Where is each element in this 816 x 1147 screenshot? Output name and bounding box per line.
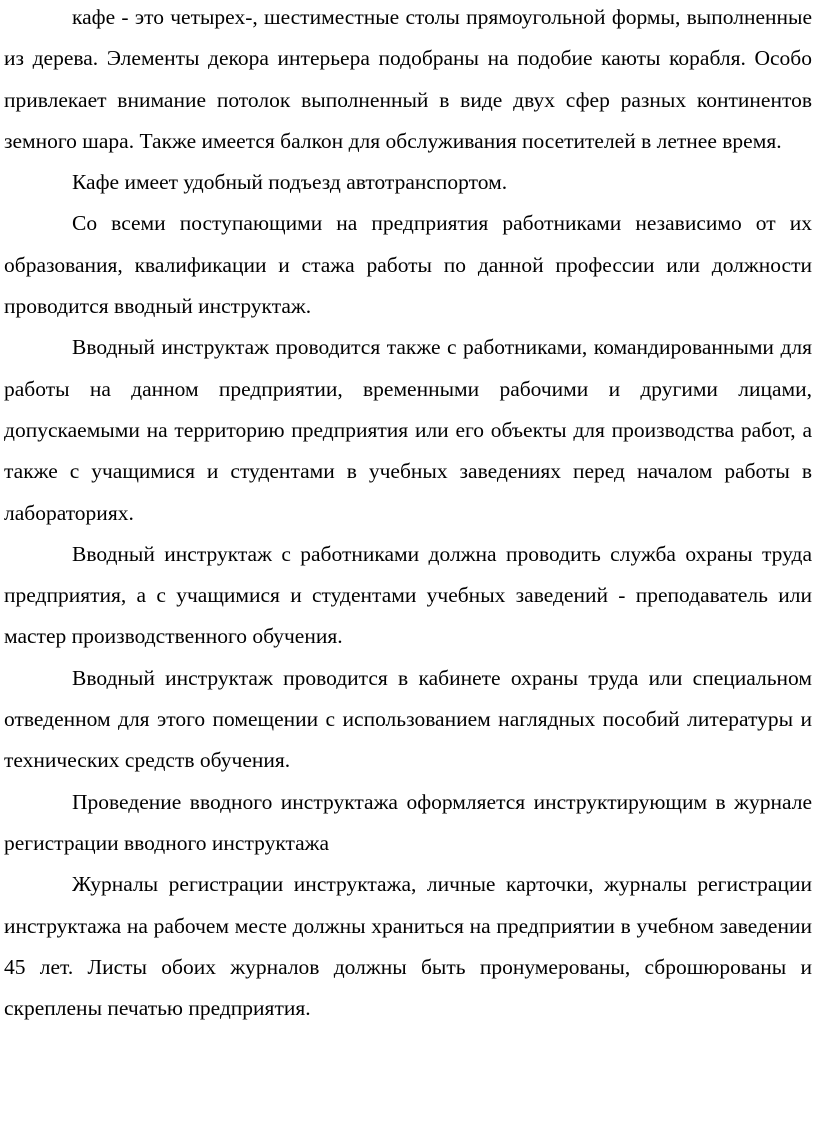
paragraph: Вводный инструктаж с работниками должна проводить служба охраны труда предприятия, а с учащимися и студентами учебных заведений - преподаватель или мастер производственного обучения.	[4, 541, 812, 649]
paragraph: кафе - это четырех-, шестиместные столы прямоугольной формы, выполненные из дерева. Элементы декора интерьера подобраны на подобие каюты корабля. Особо привлекает внимание потолок выполненный в виде двух сфер разных континентов земного шара. Также имеется балкон для обслуживания посетителей в летнее время.	[4, 5, 812, 153]
document-body	[4, 0, 812, 1029]
paragraph: Вводный инструктаж проводится также с работниками, командированными для работы на данном предприятии, временными рабочими и другими лицами, допускаемыми на территорию предприятия или его объекты для производства работ, а также с учащимися и студентами в учебных заведениях перед началом работы в лабораториях.	[4, 335, 812, 525]
paragraph: Со всеми поступающими на предприятия работниками независимо от их образования, квалификации и стажа работы по данной профессии или должности проводится вводный инструктаж.	[4, 211, 812, 319]
paragraph: Вводный инструктаж проводится в кабинете охраны труда или специальном отведенном для этого помещении с использованием наглядных пособий литературы и технических средств обучения.	[4, 665, 812, 773]
paragraph: Журналы регистрации инструктажа, личные карточки, журналы регистрации инструктажа на рабочем месте должны храниться на предприятии в учебном заведении 45 лет. Листы обоих журналов должны быть пронумерованы, сброшюрованы и скреплены печатью предприятия.	[4, 872, 812, 1021]
paragraph: Кафе имеет удобный подъезд автотранспортом.	[72, 170, 508, 195]
paragraph: Проведение вводного инструктажа оформляется инструктирующим в журнале регистрации вводного инструктажа	[4, 789, 812, 855]
